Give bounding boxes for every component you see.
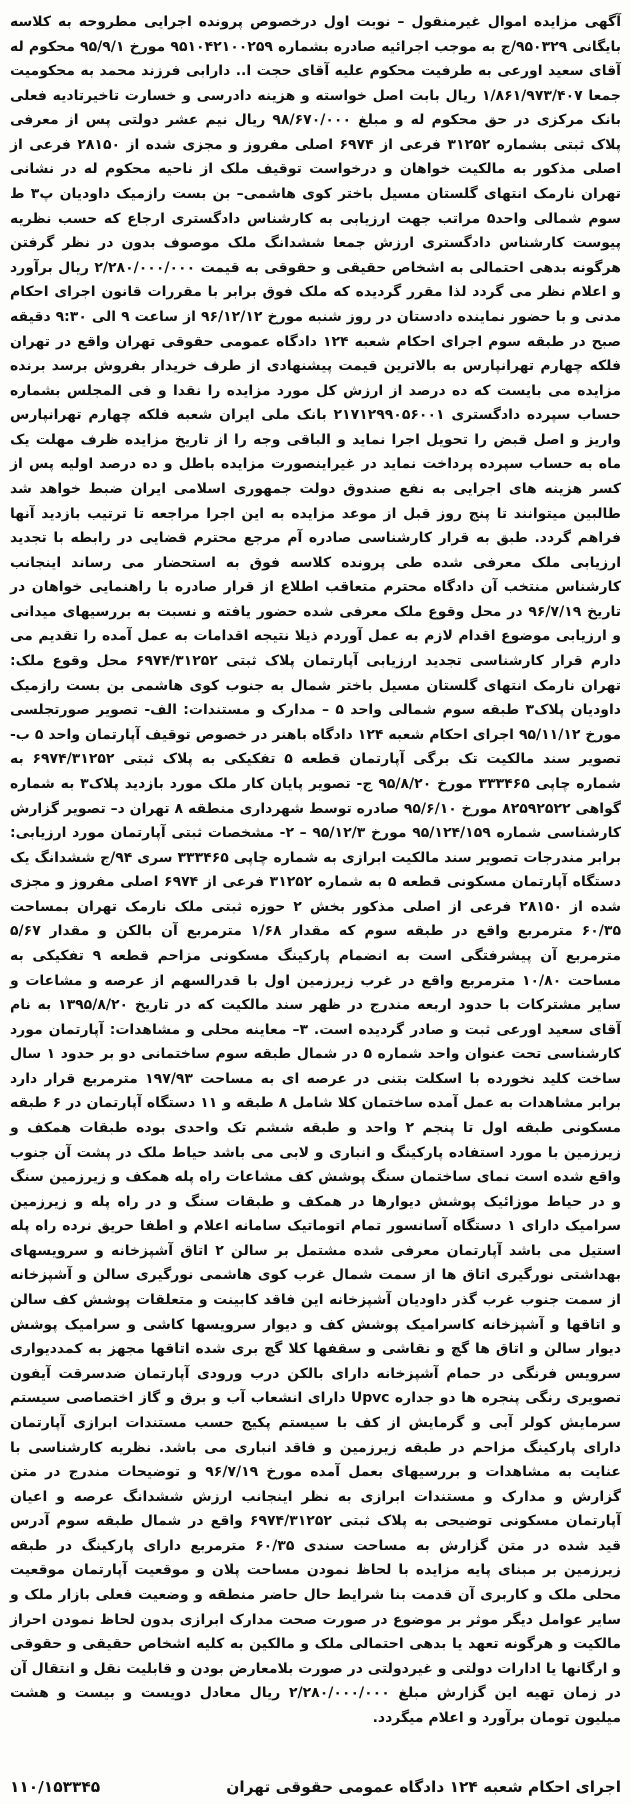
notice-footer bbox=[10, 1778, 621, 1796]
notice-body: آگهی مزایده اموال غیرمنقول – نوبت اول درخصوص پرونده اجرایی مطروحه به کلاسه بایگانی ۹۵۰۳۲۹/ج به موجب اجرائیه صادره بشماره ۹۵۱۰۴۲۱۰۰۲۵۹ مورخ ۹۵/۹/۱ محکوم له آقای سعید اورعی به طرفیت محکوم علیه آقای حجت ا.. دارابی فرزند محمد به محکومیت جمعا ۱/۸۶۱/۹۷۳/۴۰۷ ریال بابت اصل خواسته و هزینه دادرسی و خسارت تاخیرتادیه فعلی بانک مرکزی در حق محکوم له و مبلغ ۹۸/۶۷۰/۰۰۰ ریال نیم عشر دولتی پس از معرفی پلاک ثبتی بشماره ۳۱۲۵۲ فرعی از ۶۹۷۴ اصلی مفروز و مجزی شده از ۲۸۱۵۰ فرعی از اصلی مذکور به مالکیت خواهان و درخواست توقیف ملک از ناحیه محکوم له در نشانی تهران نارمک انتهای گلستان مسیل باختر کوی هاشمی– بن بست رازمیک داودیان پ۳ ط سوم شمالی واحد۵ مراتب جهت ارزیابی به کارشناس دادگستری ارجاع که حسب نظریه پیوست کارشناس دادگستری ارزش جمعا ششدانگ ملک موصوف بدون در نظر گرفتن هرگونه بدهی احتمالی به اشخاص حقیقی و حقوقی به قیمت ۲/۲۸۰/۰۰۰/۰۰۰ ریال برآورد و اعلام نظر می گردد لذا مقرر گردیده که ملک فوق برابر با مقررات قانون اجرای احکام مدنی و با حضور نماینده دادستان در روز شنبه مورخ ۹۶/۱۲/۱۲ از ساعت ۹ الی ۹:۳۰ دقیقه صبح در طبقه سوم اجرای احکام شعبه ۱۲۴ دادگاه عمومی حقوقی تهران واقع در تهران فلکه چهارم تهرانپارس به بالاترین قیمت پیشنهادی از طرف خریدار بفروش برسد برنده مزایده می بایست که ده درصد از ارزش کل مورد مزایده را نقدا و فی المجلس بشماره حساب سپرده دادگستری ۲۱۷۱۲۹۹۰۵۶۰۰۱ بانک ملی ایران شعبه فلکه چهارم تهرانپارس واریز و اصل قبض را تحویل اجرا نماید و الباقی وجه را از تاریخ مزایده ظرف مهلت یک ماه به حساب سپرده پرداخت نماید در غیراینصورت مزایده باطل و ده درصد اولیه پس از کسر هزینه های اجرایی به نفع صندوق دولت جمهوری اسلامی ایران ضبط خواهد شد طالبین میتوانند تا پنج روز قبل از موعد مزایده به این اجرا مراجعه تا ترتیب بازدید آنها فراهم گردد. طبق به قرار کارشناسی صادره آم مرجع محترم قضایی در رابطه با تجدید ارزیابی ملک معرفی شده طی پرونده کلاسه فوق به استحضار می رساند اینجانب کارشناس منتخب آن دادگاه محترم متعاقب اطلاع از قرار صادره با راهنمایی خواهان در تاریخ ۹۶/۷/۱۹ در محل وقوع ملک معرفی شده حضور یافته و نسبت به بررسیهای میدانی و ارزیابی موضوع اقدام لازم به عمل آوردم ذیلا نتیجه اقدامات به عمل آمده را تقدیم می دارم قرار کارشناسی تجدید ارزیابی آپارتمان پلاک ثبتی ۶۹۷۴/۳۱۲۵۲ محل وقوع ملک: تهران نارمک انتهای گلستان مسیل باختر شمال به جنوب کوی هاشمی بن بست رازمیک داودیان پلاک۳ طبقه سوم شمالی واحد ۵ – مدارک و مستندات: الف- تصویر صورتجلسی مورخ ۹۵/۱۱/۱۲ اجرای احکام شعبه ۱۲۴ دادگاه باهنر در خصوص توقیف آپارتمان واحد ۵ ب- تصویر سند مالکیت تک برگی آپارتمان قطعه ۵ تفکیکی به پلاک ثبتی ۶۹۷۴/۳۱۲۵۲ به شماره چاپی ۳۳۳۴۶۵ مورخ ۹۵/۸/۲۰ ج- تصویر پایان کار ملک مورد بازدید پلاک۳ به شماره گواهی ۸۲۵۹۲۵۲۲ مورخ ۹۵/۶/۱۰ صادره توسط شهرداری منطقه ۸ تهران د– تصویر گزارش کارشناسی شماره ۹۵/۱۲۴/۱۵۹ مورخ ۹۵/۱۲/۳ – ۲- مشخصات ثبتی آپارتمان مورد ارزیابی: برابر مندرجات تصویر سند مالکیت ابرازی به شماره چاپی ۳۳۳۴۶۵ سری ۹۴/ج ششدانگ یک دستگاه آپارتمان مسکونی قطعه ۵ به شماره ۳۱۲۵۲ فرعی از ۶۹۷۴ اصلی مفروز و مجزی شده از ۲۸۱۵۰ فرعی از اصلی مذکور بخش ۲ حوزه ثبتی ملک نارمک تهران بمساحت ۶۰/۳۵ مترمربع واقع در طبقه سوم که مقدار ۱/۶۸ مترمربع آن بالکن و مقدار ۵/۶۷ مترمربع آن پیشرفتگی است به انضمام پارکینگ مسکونی مزاحم قطعه ۹ تفکیکی به مساحت ۱۰/۸۰ مترمربع واقع در غرب زیرزمین اول با قدرالسهم از عرصه و مشاعات و سایر مشترکات با حدود اربعه مندرج در ظهر سند مالکیت که در تاریخ ۱۳۹۵/۸/۲۰ به نام آقای سعید اورعی ثبت و صادر گردیده است. ۳– معاینه محلی و مشاهدات: آپارتمان مورد کارشناسی تحت عنوان واحد شماره ۵ در شمال طبقه سوم ساختمانی دو بر حدود ۱ سال ساخت کلید نخورده با اسکلت بتنی در عرصه ای به مساحت ۱۹۷/۹۳ مترمربع قرار دارد برابر مشاهدات به عمل آمده ساختمان کلا شامل ۸ طبقه و ۱۱ دستگاه آپارتمان در ۶ طبقه مسکونی طبقه اول تا پنجم ۲ واحد و طبقه ششم تک واحدی بوده طبقات همکف و زیرزمین با مورد استفاده پارکینگ و انباری و لابی می باشد حیاط ملک در پشت آن جنوب واقع شده است نمای ساختمان سنگ پوشش کف مشاعات راه پله همکف و زیرزمین سنگ و در حیاط موزائیک پوشش دیوارها در همکف و طبقات سنگ و در راه پله و زیرزمین سرامیک دارای ۱ دستگاه آسانسور تمام اتوماتیک سامانه اعلام و اطفا حریق نرده راه پله استیل می باشد آپارتمان معرفی شده مشتمل بر سالن ۲ اتاق آشپزخانه و سرویسهای بهداشتی نورگیری اتاق ها از سمت شمال غرب کوی هاشمی نورگیری سالن و آشپزخانه از سمت جنوب غرب گذر داودیان آشپزخانه این فاقد کابینت و متعلقات پوشش کف سالن و اتاقها و آشپزخانه کاسرامیک پوشش کف و دیوار سرویسها کاشی و سرامیک پوشش دیوار سالن و اتاق ها گچ و نقاشی و سقفها کلا گچ بری شده اتاقها مجهز به کمددیواری سرویس فرنگی در حمام آشپزخانه دارای بالکن درب ورودی آپارتمان ضدسرقت آیفون تصویری رنگی پنجره ها دو جداره Upvc دارای انشعاب آب و برق و گاز اختصاصی سیستم سرمایش کولر آبی و گرمایش از کف با سیستم پکیج حسب مستندات ابرازی آپارتمان دارای پارکینگ مزاحم در طبقه زیرزمین و فاقد انباری می باشد. نظریه کارشناسی با عنایت به مشاهدات و بررسیهای بعمل آمده مورخ ۹۶/۷/۱۹ و توضیحات مندرج در متن گزارش و مدارک و مستندات ابرازی به نظر اینجانب ارزش ششدانگ عرصه و اعیان آپارتمان مسکونی توضیحی به پلاک ثبتی ۶۹۷۴/۳۱۲۵۲ واقع در شمال طبقه سوم آدرس قید شده در متن گزارش به مساحت سندی ۶۰/۳۵ مترمربع دارای پارکینگ در طبقه زیرزمین بر مبنای پایه مزایده با لحاظ نمودن مساحت پلان و موقعیت آپارتمان موقعیت محلی ملک و کاربری آن قدمت بنا شرایط حال حاضر منطقه و وضعیت فعلی بازار ملک و سایر عوامل دیگر موثر بر موضوع در صورت صحت مدارک ابرازی بدون لحاظ نمودن احراز مالکیت و هرگونه تعهد یا بدهی احتمالی ملک و مالکین به کلیه اشخاص حقیقی و حقوقی و ارگانها یا ادارات دولتی و غیردولتی در صورت بلامعارض بودن و قابلیت نقل و انتقال آن در زمان تهیه این گزارش مبلغ ۲/۲۸۰/۰۰۰/۰۰۰ ریال معادل دویست و بیست و هشت میلیون تومان برآورد و اعلام میگردد. bbox=[10, 14, 622, 1726]
notice-code: ۱۱۰/۱۵۳۳۴۵ bbox=[10, 1778, 101, 1796]
notice-signature: اجرای احکام شعبه ۱۲۴ دادگاه عمومی حقوقی تهران bbox=[226, 1778, 621, 1796]
